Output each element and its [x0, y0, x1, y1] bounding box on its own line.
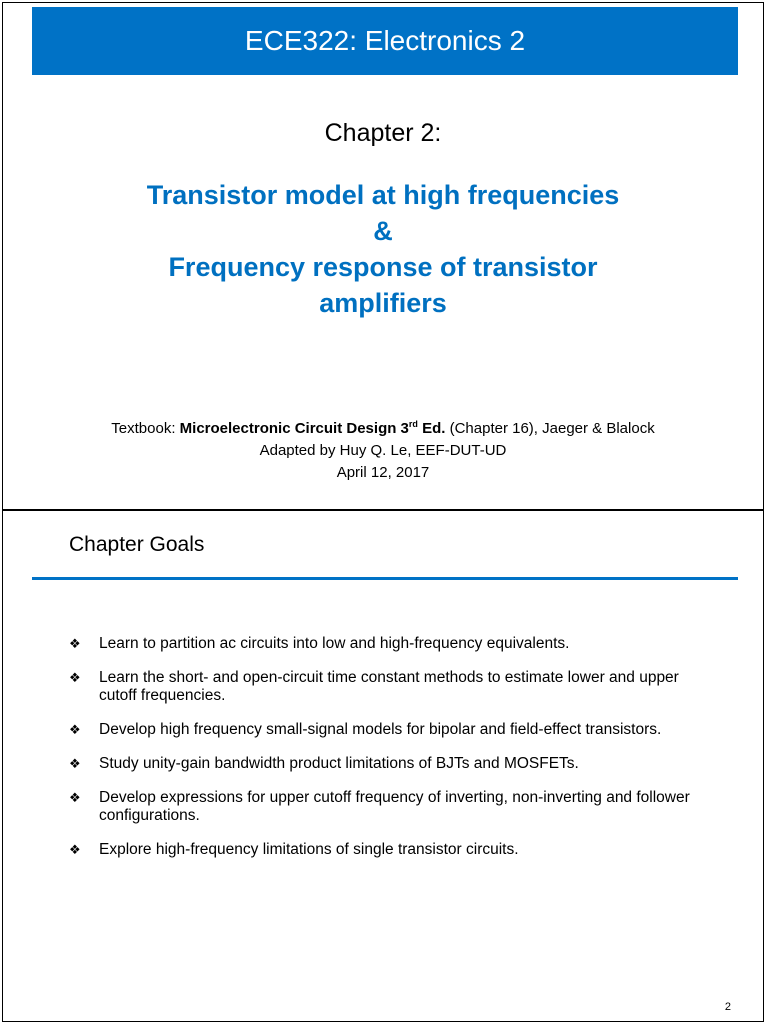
- textbook-prefix: Textbook:: [111, 420, 180, 437]
- list-item: [69, 669, 709, 705]
- goal-text: Develop high frequency small-signal models for bipolar and field-effect transistors.: [99, 721, 662, 738]
- title-slide: [2, 2, 764, 510]
- diamond-bullet-icon: ❖: [69, 722, 81, 737]
- goals-slide: [2, 510, 764, 1022]
- heading-divider: [32, 577, 738, 580]
- page-number: 2: [724, 1001, 731, 1013]
- edition-superscript: rd: [408, 419, 418, 429]
- chapter-title-line-1: Transistor model at high frequencies: [146, 180, 620, 210]
- goals-heading: Chapter Goals: [69, 533, 205, 556]
- diamond-bullet-icon: ❖: [69, 636, 81, 651]
- diamond-bullet-icon: ❖: [69, 790, 81, 805]
- list-item: [69, 755, 709, 773]
- diamond-bullet-icon: ❖: [69, 756, 81, 771]
- chapter-title: [3, 177, 763, 321]
- chapter-title-line-3: Frequency response of transistor: [168, 252, 598, 282]
- course-title: ECE322: Electronics 2: [244, 25, 526, 56]
- course-title-banner: [32, 7, 738, 75]
- list-item: [69, 789, 709, 825]
- list-item: [69, 841, 709, 859]
- textbook-title: Microelectronic Circuit Design 3rd Ed.: [179, 419, 446, 437]
- list-item: [69, 721, 709, 739]
- diamond-bullet-icon: ❖: [69, 842, 81, 857]
- textbook-suffix: (Chapter 16), Jaeger & Blalock: [445, 420, 655, 437]
- credits-block: [3, 413, 763, 484]
- goal-text: Learn to partition ac circuits into low and high-frequency equivalents.: [99, 635, 570, 652]
- goals-list: [69, 635, 709, 875]
- goal-text: Develop expressions for upper cutoff frequency of inverting, non-inverting and follower configurations.: [99, 789, 690, 824]
- date-line: April 12, 2017: [336, 464, 430, 481]
- textbook-line: [3, 413, 763, 440]
- diamond-bullet-icon: ❖: [69, 670, 81, 685]
- goal-text: Study unity-gain bandwidth product limitations of BJTs and MOSFETs.: [99, 755, 579, 772]
- goal-text: Learn the short- and open-circuit time constant methods to estimate lower and upper cutoff frequencies.: [99, 669, 679, 704]
- chapter-title-line-2: &: [373, 216, 393, 246]
- chapter-title-line-4: amplifiers: [319, 288, 447, 318]
- list-item: [69, 635, 709, 653]
- adapted-by-line: Adapted by Huy Q. Le, EEF-DUT-UD: [259, 442, 507, 459]
- chapter-label: Chapter 2:: [324, 119, 442, 147]
- goal-text: Explore high-frequency limitations of single transistor circuits.: [99, 841, 519, 858]
